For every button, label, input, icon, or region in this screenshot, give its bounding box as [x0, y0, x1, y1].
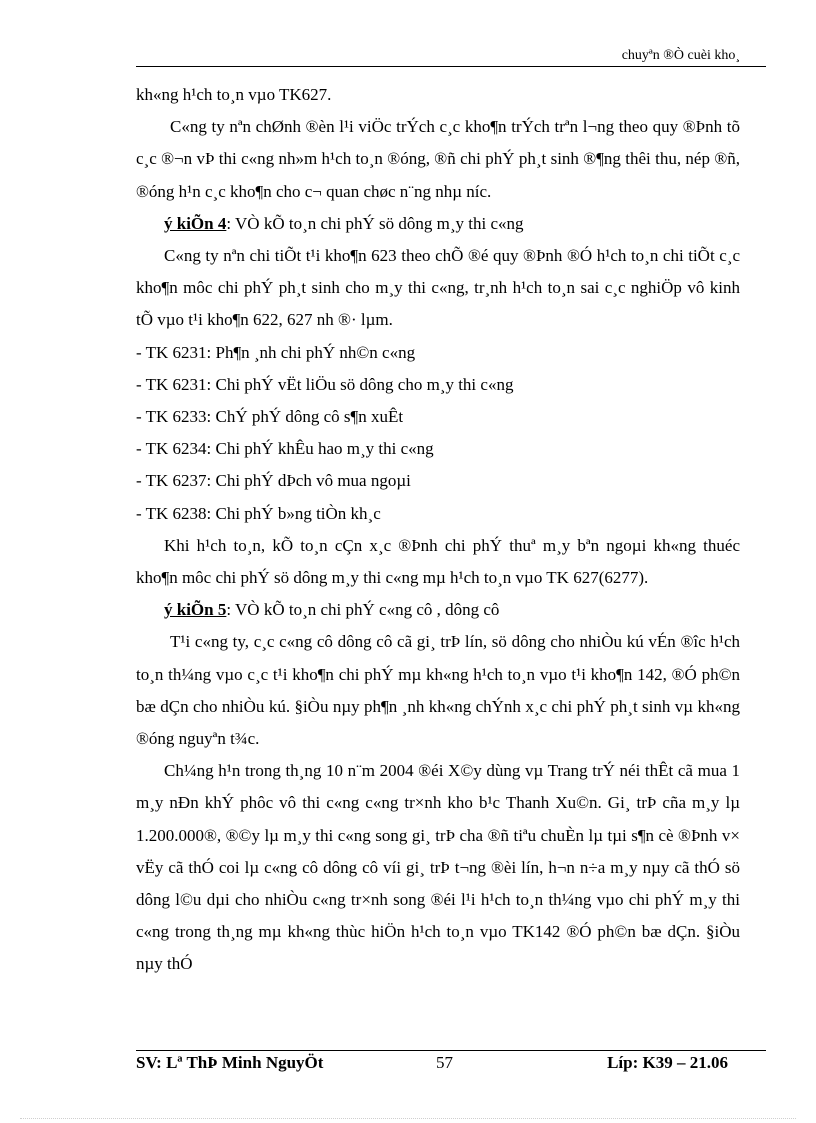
footer-student: SV: Lª ThÞ Minh NguyÖt: [136, 1053, 324, 1072]
list-item: - TK 6231: Chi phÝ vËt liÖu sö dông cho m¸y thi c«ng: [136, 374, 514, 394]
note-heading: [136, 208, 740, 240]
list-item: - TK 6233: ChÝ phÝ dông cô s¶n xuÊt: [136, 407, 404, 427]
page-number: 57: [436, 1053, 453, 1072]
note-title: ý kiÕn 5: [164, 600, 227, 620]
paragraph: Khi h¹ch to¸n, kÕ to¸n cÇn x¸c ®Þnh chi phÝ thuª m¸y bªn ngoµi kh«ng thuéc kho¶n môc chi phÝ sö dông m¸y thi c«ng mµ h¹ch to¸n vµo TK 627(6277).: [136, 535, 740, 588]
running-title: chuyªn ®Ò cuèi kho¸: [621, 48, 740, 63]
page-footer: [136, 1053, 736, 1077]
note-title: ý kiÕn 4: [164, 213, 227, 233]
paragraph: T¹i c«ng ty, c¸c c«ng cô dông cô cã gi¸ trÞ lín, sö dông cho nhiÒu kú vÉn ®îc h¹ch to¸n th¼ng vµo c¸c t¹i kho¶n chi phÝ mµ kh«ng h¹ch to¸n vµo t¹i kho¶n 142, ®Ó ph©n bæ dÇn cho nhiÒu kú. §iÒu nµy ph¶n ¸nh kh«ng chÝnh x¸c chi phÝ ph¸t sinh vµ kh«ng ®óng nguyªn t¾c.: [136, 632, 740, 749]
list-item: - TK 6237: Chi phÝ dÞch vô mua ngoµi: [136, 471, 411, 491]
list-item: - TK 6231: Ph¶n ¸nh chi phÝ nh©n c«ng: [136, 342, 416, 362]
paragraph: C«ng ty nªn chi tiÕt t¹i kho¶n 623 theo chÕ ®é quy ®Þnh ®Ó h¹ch to¸n chi tiÕt c¸c kho¶n môc chi phÝ ph¸t sinh cho m¸y thi c«ng, tr¸nh h¹ch to¸n sai c¸c nghiÖp vô kinh tÕ vµo t¹i kho¶n 622, 627 nh ®· lµm.: [136, 246, 740, 330]
note-text: : VÒ kÕ to¸n chi phÝ sö dông m¸y thi c«ng: [226, 213, 524, 233]
note-text: : VÒ kÕ to¸n chi phÝ c«ng cô , dông cô: [226, 600, 500, 620]
paragraph: Ch¼ng h¹n trong th¸ng 10 n¨m 2004 ®éi X©y dùng vµ Trang trÝ néi thÊt cã mua 1 m¸y nÐn khÝ phôc vô thi c«ng c«ng tr×nh kho b¹c Thanh Xu©n. Gi¸ trÞ cña m¸y lµ 1.200.000®, ®©y lµ m¸y thi c«ng song gi¸ trÞ cha ®ñ tiªu chuÈn lµ tµi s¶n cè ®Þnh v× vËy cã thÓ coi lµ c«ng cô dông cô víi gi¸ trÞ t¬ng ®èi lín, h¬n n÷a m¸y nµy cã thÓ sö dông l©u dµi cho nhiÒu c«ng tr×nh song ®éi l¹i h¹ch to¸n th¼ng vµo chi phÝ m¸y thi c«ng trong th¸ng mµ kh«ng thùc hiÖn h¹ch to¸n vµo TK142 ®Ó ph©n bæ dÇn. §iÒu nµy thÓ: [136, 761, 740, 974]
body-text: [136, 79, 740, 981]
footer-class: Líp: K39 – 21.06: [607, 1053, 728, 1072]
footer-divider: [136, 1050, 766, 1051]
running-header: [136, 46, 766, 67]
paragraph: C«ng ty nªn chØnh ®èn l¹i viÖc trÝch c¸c kho¶n trÝch trªn l¬ng theo quy ®Þnh tõ c¸c ®¬n vÞ thi c«ng nh»m h¹ch to¸n ®óng, ®ñ chi phÝ ph¸t sinh ®¶ng thêi thu, nép ®ñ, ®óng h¹n c¸c kho¶n cho c¬ quan chøc n¨ng nhµ níc.: [136, 117, 740, 201]
note-heading: [136, 594, 740, 626]
paragraph: kh«ng h¹ch to¸n vµo TK627.: [136, 85, 332, 104]
page-edge-divider: [20, 1118, 796, 1119]
list-item: - TK 6234: Chi phÝ khÊu hao m¸y thi c«ng: [136, 439, 434, 459]
list-item: - TK 6238: Chi phÝ b»ng tiÒn kh¸c: [136, 503, 381, 523]
